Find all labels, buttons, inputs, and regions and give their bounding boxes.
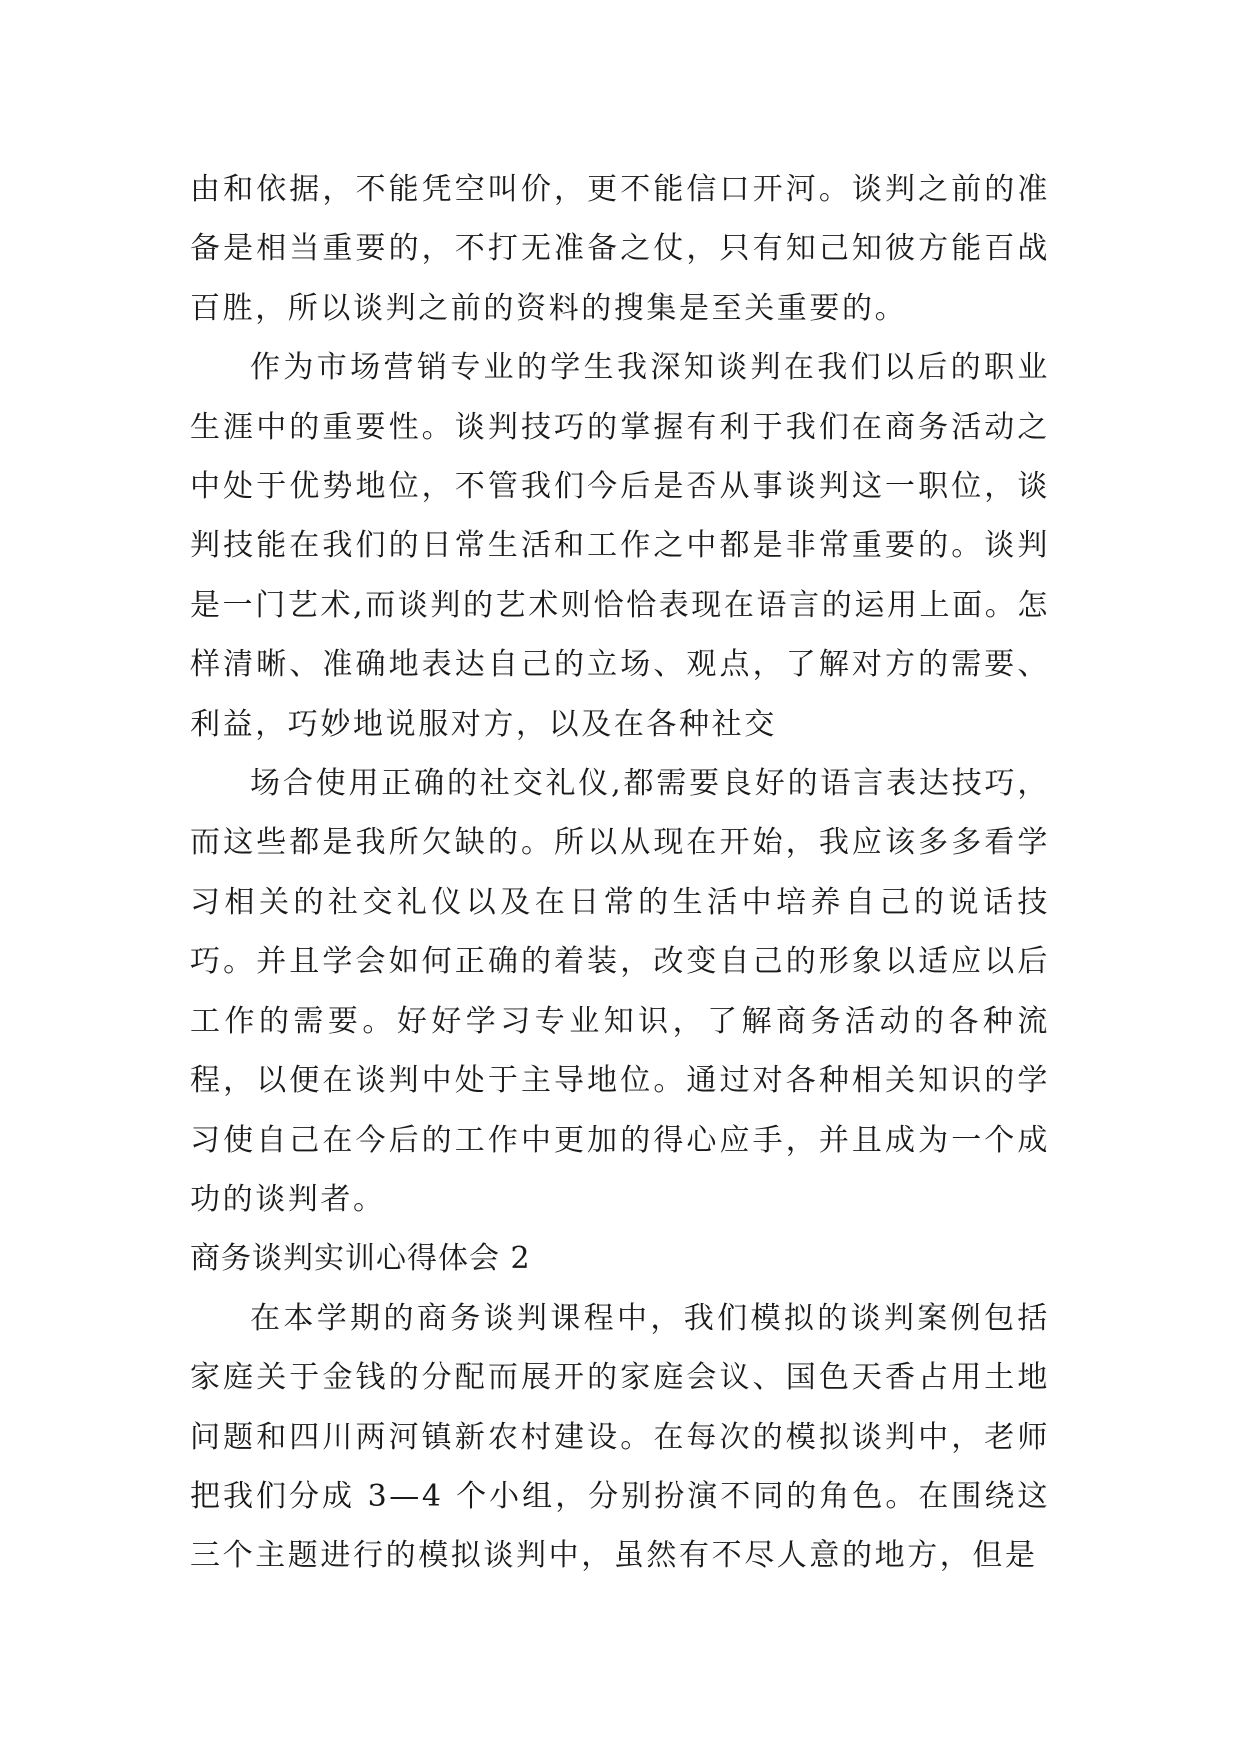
- body-paragraph-2: 作为市场营销专业的学生我深知谈判在我们以后的职业生涯中的重要性。谈判技巧的掌握有利于我们在商务活动之中处于优势地位，不管我们今后是否从事谈判这一职位，谈判技能在我们的日常生活和工作之中都是非常重要的。谈判是一门艺术,而谈判的艺术则恰恰表现在语言的运用上面。怎样清晰、准确地表达自己的立场、观点，了解对方的需要、利益，巧妙地说服对方，以及在各种社交: [190, 350, 1050, 742]
- body-paragraph-4: 在本学期的商务谈判课程中，我们模拟的谈判案例包括家庭关于金钱的分配而展开的家庭会议、国色天香占用土地问题和四川两河镇新农村建设。在每次的模拟谈判中，老师把我们分成 3—4 个小组，分别扮演不同的角色。在围绕这三个主题进行的模拟谈判中，虽然有不尽人意的地方，但是: [190, 1300, 1050, 1574]
- section-heading: 商务谈判实训心得体会 2: [190, 1241, 531, 1277]
- body-paragraph-1: 由和依据，不能凭空叫价，更不能信口开河。谈判之前的准备是相当重要的，不打无准备之仗，只有知己知彼方能百战百胜，所以谈判之前的资料的搜集是至关重要的。: [190, 172, 1050, 326]
- document-page: [190, 160, 1050, 1586]
- body-paragraph-3: 场合使用正确的社交礼仪,都需要良好的语言表达技巧，而这些都是我所欠缺的。所以从现在开始，我应该多多看学习相关的社交礼仪以及在日常的生活中培养自己的说话技巧。并且学会如何正确的着装，改变自己的形象以适应以后工作的需要。好好学习专业知识，了解商务活动的各种流程，以便在谈判中处于主导地位。通过对各种相关知识的学习使自己在今后的工作中更加的得心应手，并且成为一个成功的谈判者。: [190, 766, 1050, 1217]
